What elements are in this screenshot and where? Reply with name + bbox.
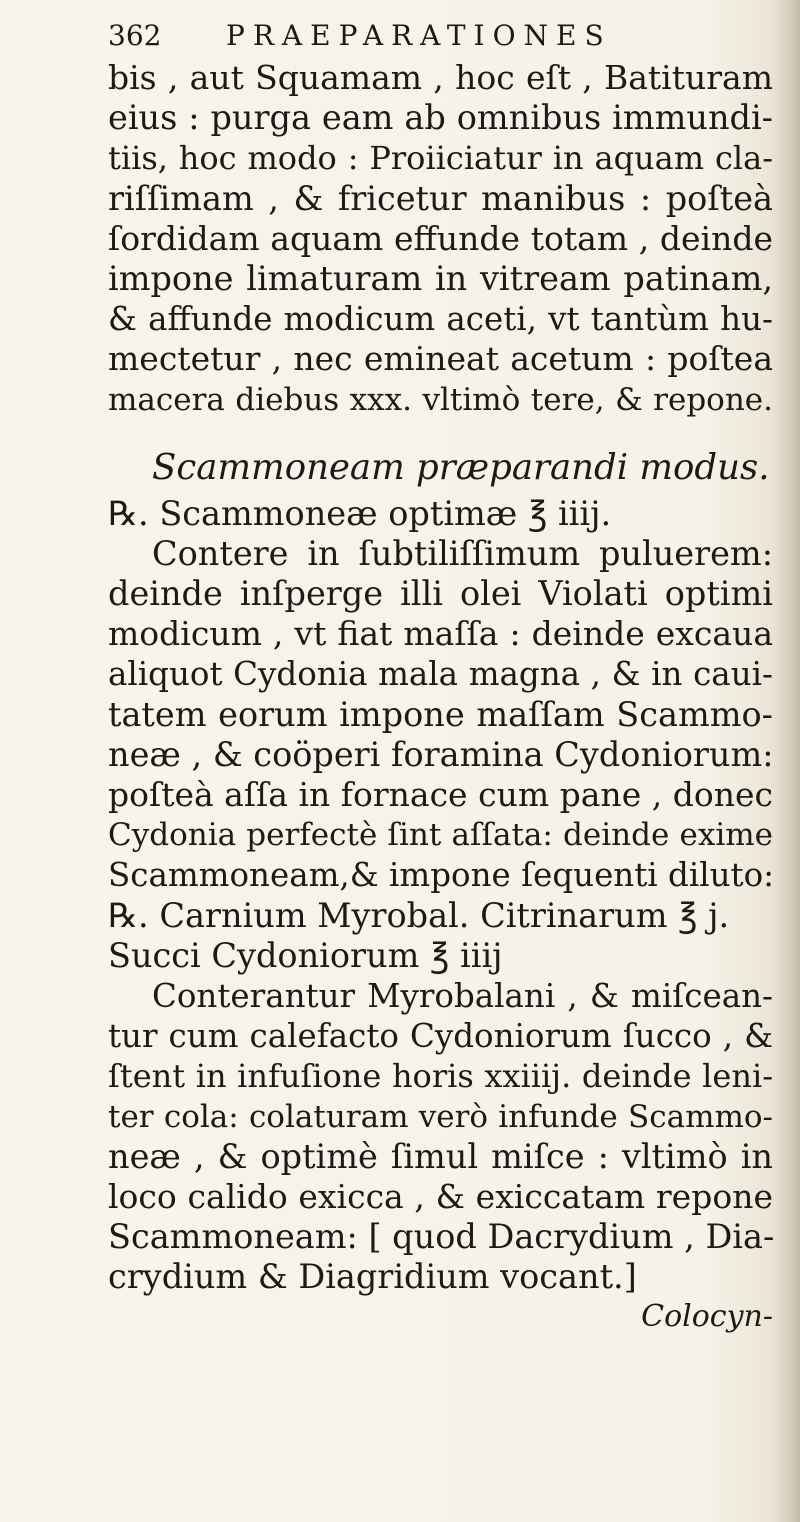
text-line: mectetur , nec emineat acetum : poſtea (108, 339, 773, 379)
running-head (108, 14, 773, 58)
text-line: tiis, hoc modo : Proiiciatur in aquam cla- (108, 139, 773, 178)
text-line: loco calido exicca , & exiccatam repone (108, 1176, 773, 1216)
text-line: macera diebus xxx. vltimò tere, & repone. (108, 381, 773, 418)
text-line: modicum , vt fiat maſſa : deinde excaua (108, 614, 773, 654)
text-line: bis , aut Squamam , hoc eſt , Batituram (108, 58, 773, 97)
text-line: ſtent in infuſione horis xxiiij. deinde leni- (108, 1057, 773, 1096)
recipe-line: ℞. Carnium Myrobal. Citrinarum ℥ j. (108, 895, 730, 935)
text-line: poſteà aſſa in fornace cum pane , donec (108, 775, 773, 814)
text-line: Scammoneam,& impone ſequenti diluto: (108, 856, 775, 895)
recipe-line: Succi Cydoniorum ℥ iiij (108, 935, 503, 975)
section-2-text-a (108, 534, 773, 896)
text-line: Conterantur Myrobalani , & miſcean- (152, 976, 773, 1015)
text-line: deinde inſperge illi olei Violati optimi (108, 574, 773, 614)
text-line: tatem eorum impone maſſam Scammo- (108, 694, 773, 734)
text-line: tur cum calefacto Cydoniorum ſucco , & (108, 1017, 773, 1056)
page-edge-shadow (774, 0, 800, 1522)
text-line: Contere in ſubtiliſſimum puluerem: (152, 533, 773, 573)
text-line: impone limaturam in vitream patinam, (108, 258, 773, 298)
text-line: eius : purga eam ab omnibus immundi- (108, 98, 773, 138)
text-line: crydium & Diagridium vocant.] (108, 1257, 637, 1297)
catchword: Colocyn- (641, 1299, 773, 1335)
text-line: aliquot Cydonia mala magna , & in caui- (108, 655, 773, 694)
section-1-text (108, 58, 773, 420)
text-line: ſordidam aquam effunde totam , deinde (108, 218, 773, 258)
text-line: Scammoneam: [ quod Dacrydium , Dia- (108, 1217, 775, 1257)
text-line: neæ , & optimè ſimul miſce : vltimò in (108, 1136, 773, 1176)
running-title: PRAEPARATIONES (226, 19, 612, 52)
text-line: & affunde modicum aceti, vt tantùm hu- (108, 300, 773, 339)
page-content (108, 14, 773, 1337)
page-number: 362 (108, 19, 162, 52)
section-heading: Scammoneam præparandi modus. (152, 446, 770, 488)
text-line: ter cola: colaturam verò infunde Scammo- (108, 1098, 773, 1135)
text-line: neæ , & coöperi foramina Cydoniorum: (108, 734, 774, 774)
text-line: Cydonia perfectè ſint aſſata: deinde exime (108, 817, 773, 854)
section-2-text-b (108, 976, 773, 1298)
recipe-line: ℞. Scammoneæ optimæ ℥ iiij. (108, 493, 612, 533)
text-line: riſſimam , & fricetur manibus : poſteà (108, 178, 773, 218)
